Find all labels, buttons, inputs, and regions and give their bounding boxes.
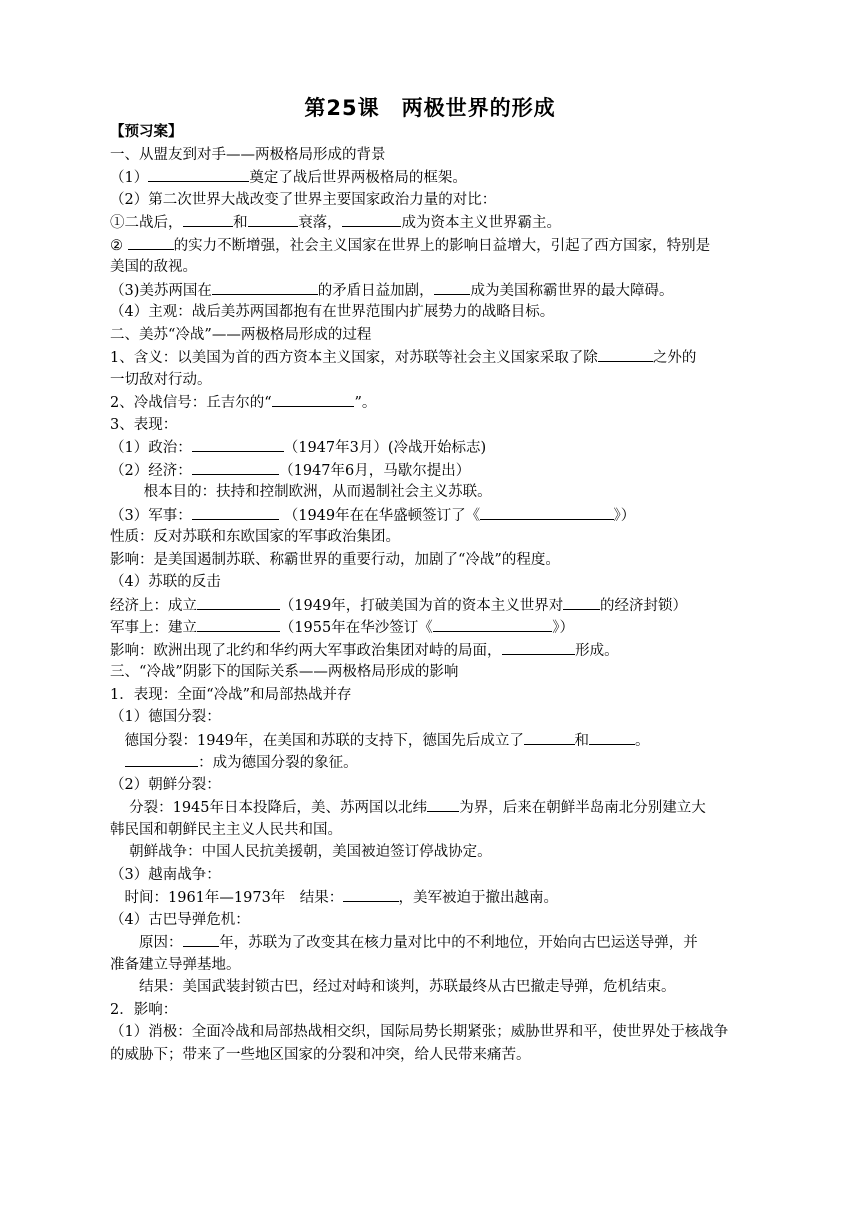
text-line: 结果：美国武装封锁古巴，经过对峙和谈判，苏联最终从古巴撤走导弹，危机结束。 bbox=[110, 979, 676, 995]
text-line: （4）苏联的反击 bbox=[110, 574, 221, 590]
fill-in-blank[interactable] bbox=[598, 346, 653, 362]
text-line: 三、“冷战”阴影下的国际关系——两极格局形成的影响 bbox=[110, 664, 459, 680]
text-line: 德国分裂：1949年，在美国和苏联的支持下，德国先后成立了 和 。 bbox=[110, 729, 750, 752]
text-line: 1、含义：以美国为首的西方资本主义国家，对苏联等社会主义国家采取了除 之外的 bbox=[110, 346, 750, 369]
fill-in-blank[interactable] bbox=[192, 436, 284, 452]
fill-in-blank[interactable] bbox=[343, 886, 398, 902]
text-line: 性质：反对苏联和东欧国家的军事政治集团。 bbox=[110, 529, 400, 545]
text-line: ：成为德国分裂的象征。 bbox=[110, 751, 750, 774]
fill-in-blank[interactable] bbox=[183, 931, 220, 947]
fill-in-blank[interactable] bbox=[192, 459, 279, 475]
text-line: 分裂：1945年日本投降后，美、苏两国以北纬 为界，后来在朝鲜半岛南北分别建立大 bbox=[110, 796, 750, 819]
text-line: 二、美苏“冷战”——两极格局形成的过程 bbox=[110, 326, 372, 343]
text-line: 2、冷战信号：丘吉尔的“ ”。 bbox=[110, 391, 750, 414]
fill-in-blank[interactable] bbox=[272, 391, 355, 407]
text-line: 军事上：建立 （1955年在华沙签订《 》） bbox=[110, 616, 750, 639]
text-line: 原因： 年，苏联为了改变其在核力量对比中的不利地位，开始向古巴运送导弹，并 bbox=[110, 931, 750, 954]
text-line: （4）古巴导弹危机： bbox=[110, 911, 250, 928]
fill-in-blank[interactable] bbox=[212, 279, 318, 295]
fill-in-blank[interactable] bbox=[433, 616, 553, 632]
text-line: ①二战后， 和 衰落， 成为资本主义世界霸主。 bbox=[110, 211, 750, 234]
text-line: 【预习案】 bbox=[110, 124, 183, 140]
text-line: 时间：1961年—1973年 结果： ，美军被迫于撤出越南。 bbox=[110, 886, 750, 909]
text-line: （1）德国分裂： bbox=[110, 709, 221, 725]
text-line: （3)美苏两国在 的矛盾日益加剧， 成为美国称霸世界的最大障碍。 bbox=[110, 279, 750, 302]
text-line: 朝鲜战争：中国人民抗美援朝，美国被迫签订停战协定。 bbox=[110, 844, 492, 860]
text-line: （4）主观：战后美苏两国都抱有在世界范围内扩展势力的战略目标。 bbox=[110, 304, 555, 320]
fill-in-blank[interactable] bbox=[434, 279, 471, 295]
text-line: 的威胁下；带来了一些地区国家的分裂和冲突，给人民带来痛苦。 bbox=[110, 1046, 531, 1063]
text-line: 3、表现： bbox=[110, 416, 178, 433]
text-line: 一、从盟友到对手——两极格局形成的背景 bbox=[110, 146, 386, 163]
fill-in-blank[interactable] bbox=[125, 751, 199, 767]
text-line: 1．表现：全面“冷战”和局部热战并存 bbox=[110, 686, 352, 703]
fill-in-blank[interactable] bbox=[192, 504, 279, 520]
text-line: 影响：是美国遏制苏联、称霸世界的重要行动，加剧了“冷战”的程度。 bbox=[110, 551, 560, 568]
text-line: （2）朝鲜分裂： bbox=[110, 776, 221, 793]
fill-in-blank[interactable] bbox=[502, 639, 576, 655]
fill-in-blank[interactable] bbox=[128, 234, 174, 250]
text-line: （3）军事： （1949年在在华盛顿签订了《 》） bbox=[110, 504, 750, 527]
worksheet-body bbox=[110, 121, 750, 1066]
text-line: （1） 奠定了战后世界两极格局的框架。 bbox=[110, 166, 750, 189]
fill-in-blank[interactable] bbox=[589, 729, 635, 745]
text-line: 根本目的：扶持和控制欧洲，从而遏制社会主义苏联。 bbox=[110, 484, 492, 500]
text-line: 准备建立导弹基地。 bbox=[110, 956, 241, 973]
fill-in-blank[interactable] bbox=[248, 211, 299, 227]
fill-in-blank[interactable] bbox=[480, 504, 613, 520]
text-line: （2）经济： （1947年6月，马歇尔提出） bbox=[110, 459, 750, 482]
text-line: ② 的实力不断增强，社会主义国家在世界上的影响日益增大，引起了西方国家，特别是 bbox=[110, 234, 750, 257]
text-line: （1）消极：全面冷战和局部热战相交织，国际局势长期紧张；威胁世界和平，使世界处于核战争 bbox=[110, 1024, 729, 1040]
fill-in-blank[interactable] bbox=[197, 616, 280, 632]
text-line: 2．影响： bbox=[110, 1001, 178, 1018]
text-line: 经济上：成立 （1949年，打破美国为首的资本主义世界对 的经济封锁） bbox=[110, 594, 750, 617]
lesson-title: 第25课 两极世界的形成 bbox=[304, 96, 556, 120]
text-line: （1）政治： （1947年3月）(冷战开始标志) bbox=[110, 436, 750, 459]
fill-in-blank[interactable] bbox=[197, 594, 280, 610]
text-line: （3）越南战争： bbox=[110, 866, 221, 883]
fill-in-blank[interactable] bbox=[563, 594, 600, 610]
text-line: 韩民国和朝鲜民主主义人民共和国。 bbox=[110, 821, 342, 838]
text-line: 美国的敌视。 bbox=[110, 259, 197, 275]
fill-in-blank[interactable] bbox=[183, 211, 234, 227]
fill-in-blank[interactable] bbox=[148, 166, 249, 182]
fill-in-blank[interactable] bbox=[524, 729, 575, 745]
text-line: 一切敌对行动。 bbox=[110, 371, 212, 388]
text-line: （2）第二次世界大战改变了世界主要国家政治力量的对比： bbox=[110, 191, 497, 208]
fill-in-blank[interactable] bbox=[427, 796, 459, 812]
fill-in-blank[interactable] bbox=[342, 211, 402, 227]
text-line: 影响：欧洲出现了北约和华约两大军事政治集团对峙的局面， 形成。 bbox=[110, 639, 750, 662]
